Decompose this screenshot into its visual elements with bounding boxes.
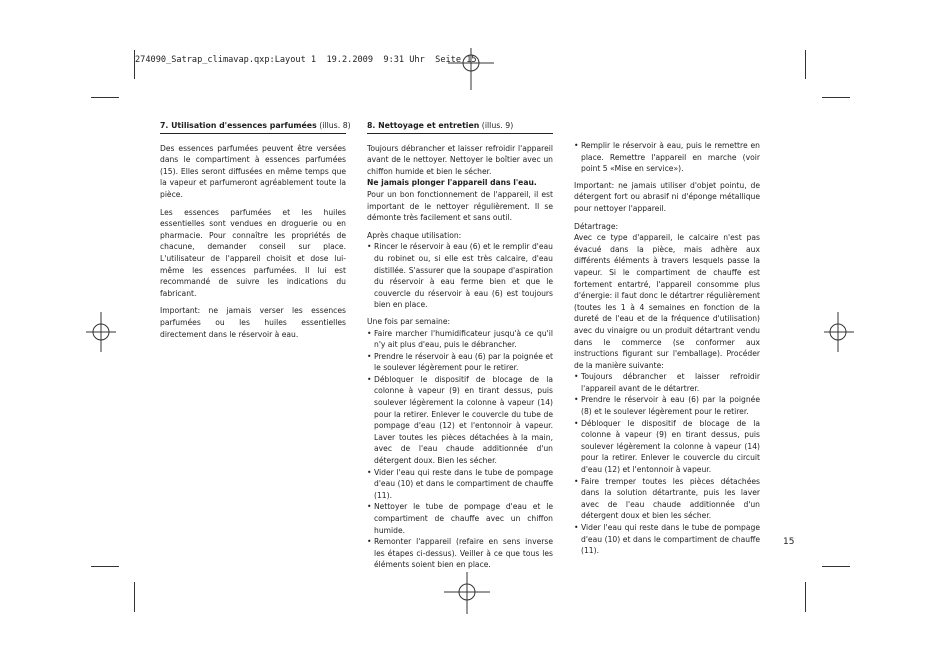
weekly-heading: Une fois par semaine: bbox=[367, 316, 451, 326]
section-8-illus: (illus. 9) bbox=[479, 121, 514, 130]
section-8-paragraph-2: Pour un bon fonctionnement de l'appareil, il est important de le nettoyer régulièrement. Il se démonte très facilement et sans outil. bbox=[367, 189, 553, 223]
list-item: • Prendre le réservoir à eau (6) par la poignée et le soulever légèrement pour le retirer. bbox=[367, 351, 553, 374]
column-2 bbox=[367, 120, 553, 576]
after-use-heading: Après chaque utilisation: bbox=[367, 230, 462, 240]
registration-mark-left bbox=[86, 310, 118, 354]
list-item: • Rincer le réservoir à eau (6) et le remplir d'eau du robinet ou, si elle est très calcaire, d'eau distillée. S'assurer que la soupape d'aspiration du réservoir à eau ferme bien et que le couvercle du réservoir à eau (6) est toujours bien en place. bbox=[367, 241, 553, 311]
crop-mark-tl-h bbox=[91, 97, 119, 98]
section-8-warning: Ne jamais plonger l'appareil dans l'eau. bbox=[367, 178, 537, 188]
descaling-heading: Détartrage: bbox=[574, 221, 619, 231]
crop-mark-tr-v bbox=[805, 50, 806, 79]
list-item: • Faire tremper toutes les pièces détachées dans la solution détartrante, puis les laver avec de l'eau chaude additionnée d'un détergent doux et bien les sécher. bbox=[574, 476, 760, 522]
slug-file: 274090_Satrap_climavap.qxp:Layout 1 bbox=[135, 55, 317, 65]
after-use-list bbox=[367, 241, 553, 311]
slug-date: 19.2.2009 bbox=[326, 55, 374, 65]
section-7-paragraph-2: Les essences parfumées et les huiles essentielles sont vendues en droguerie ou en pharmacie. Pour connaître les propriétés de chacune, demander conseil sur place. L'utilisateur de l'appareil choisit et dose lui-même les essences parfumées. Il lui est recommandé de suivre les indications du fabricant. bbox=[160, 207, 346, 298]
section-8-title: 8. Nettoyage et entretien bbox=[367, 121, 480, 130]
crop-mark-tl-v bbox=[134, 50, 135, 79]
list-item: • Vider l'eau qui reste dans le tube de pompage d'eau (10) et dans le compartiment de chauffe (11). bbox=[367, 467, 553, 502]
weekly-list bbox=[367, 328, 553, 571]
refill-list bbox=[574, 140, 760, 175]
slug-line bbox=[135, 55, 477, 65]
list-item: • Faire marcher l'humidificateur jusqu'à ce qu'il n'y ait plus d'eau, puis le débrancher. bbox=[367, 328, 553, 351]
list-item: • Débloquer le dispositif de blocage de la colonne à vapeur (9) en tirant dessus, puis soulever légèrement la colonne à vapeur (14) pour la retirer. Enlever le couvercle du circuit d'eau (12) et l'entonnoir à vapeur. bbox=[574, 418, 760, 476]
column-3 bbox=[574, 140, 760, 562]
registration-mark-bottom bbox=[442, 570, 492, 616]
crop-mark-br-h bbox=[822, 566, 850, 567]
list-item: • Prendre le réservoir à eau (6) par la poignée (8) et le soulever légèrement pour le retirer. bbox=[574, 394, 760, 417]
slug-time: 9:31 Uhr bbox=[383, 55, 425, 65]
section-7-important: Important: ne jamais verser les essences parfumées ou les huiles essentielles directement dans le réservoir à eau. bbox=[160, 306, 346, 339]
list-item: • Débloquer le dispositif de blocage de la colonne à vapeur (9) en tirant dessus, puis soulever légèrement la colonne à vapeur (14) pour la retirer. Enlever le couvercle du tube de pompage d'eau (12) et l'entonnoir à vapeur. Laver toutes les pièces détachées à la main, avec de l'eau chaude additionnée d'un détergent doux. Bien les sécher. bbox=[367, 374, 553, 467]
section-7-illus: (illus. 8) bbox=[316, 121, 351, 130]
cleaning-important: Important: ne jamais utiliser d'objet pointu, de détergent fort ou abrasif ni d'éponge métallique pour nettoyer l'appareil. bbox=[574, 180, 760, 213]
registration-mark-right bbox=[822, 310, 854, 354]
page-number: 15 bbox=[783, 537, 795, 547]
descaling-list bbox=[574, 371, 760, 557]
list-item: • Vider l'eau qui reste dans le tube de pompage d'eau (10) et dans le compartiment de chauffe (11). bbox=[574, 522, 760, 557]
section-7-title: 7. Utilisation d'essences parfumées bbox=[160, 121, 317, 130]
slug-page: Seite 15 bbox=[435, 55, 477, 65]
list-item: • Remplir le réservoir à eau, puis le remettre en place. Remettre l'appareil en marche (voir point 5 «Mise en service»). bbox=[574, 140, 760, 175]
crop-mark-tr-h bbox=[822, 97, 850, 98]
crop-mark-br-v bbox=[805, 582, 806, 612]
crop-mark-bl-v bbox=[134, 582, 135, 612]
list-item: • Toujours débrancher et laisser refroidir l'appareil avant de le détartrer. bbox=[574, 371, 760, 394]
descaling-paragraph: Avec ce type d'appareil, le calcaire n'est pas évacué dans la pièce, mais adhère aux différents éléments à travers lesquels passe la vapeur. Si le compartiment de chauffe est fortement entartré, l'appareil consomme plus d'énergie: il faut donc le détartrer régulièrement (toutes les 1 à 4 semaines en fonction de la dureté de l'eau et de la fréquence d'utilisation) avec du vinaigre ou un produit détartrant vendu dans le commerce (se conformer aux instructions figurant sur l'emballage). Procéder de la manière suivante: bbox=[574, 233, 760, 370]
section-7-paragraph-1: Des essences parfumées peuvent être versées dans le compartiment à essences parfumées (15). Elles seront diffusées en même temps que la vapeur et parfumeront agréablement toute la pièce. bbox=[160, 143, 346, 199]
registration-mark-top bbox=[446, 46, 496, 92]
list-item: • Nettoyer le tube de pompage d'eau et le compartiment de chauffe avec un chiffon humide. bbox=[367, 501, 553, 536]
crop-mark-bl-h bbox=[91, 566, 119, 567]
list-item: • Remonter l'appareil (refaire en sens inverse les étapes ci-dessus). Veiller à ce que tous les éléments soient bien en place. bbox=[367, 536, 553, 571]
section-7-heading bbox=[160, 120, 351, 134]
section-8-paragraph-1: Toujours débrancher et laisser refroidir l'appareil avant de le nettoyer. Nettoyer le boîtier avec un chiffon humide et bien le sécher. bbox=[367, 143, 553, 176]
section-8-heading bbox=[367, 120, 553, 134]
column-1 bbox=[160, 120, 351, 346]
